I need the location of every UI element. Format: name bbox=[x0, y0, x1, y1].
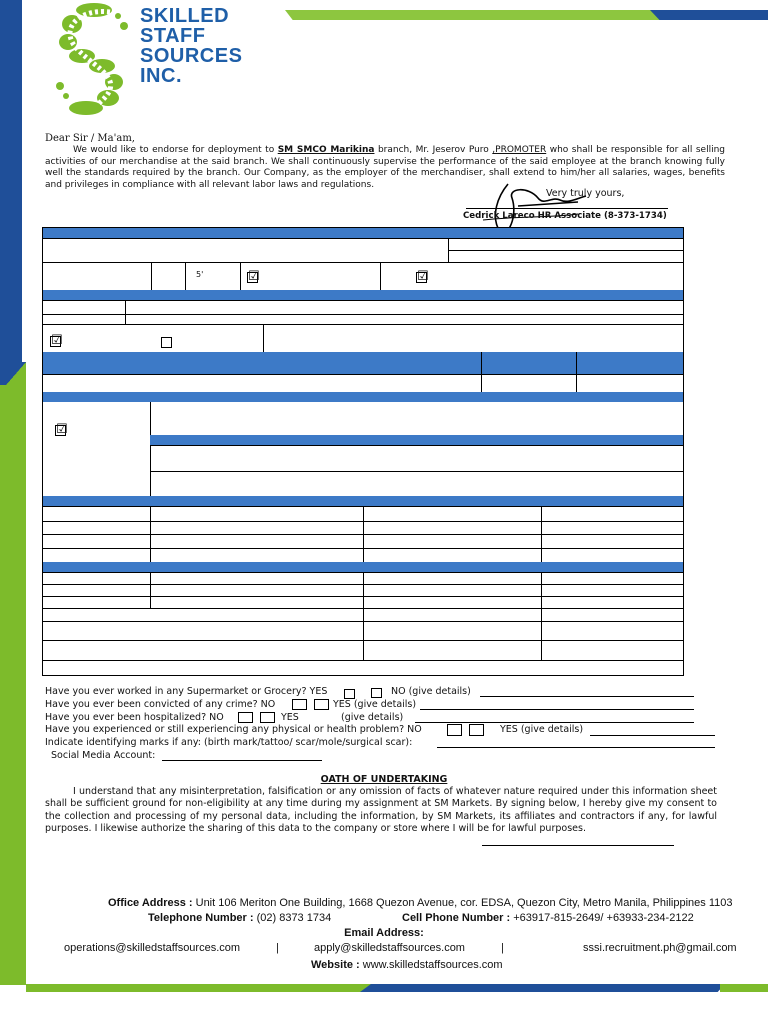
web-value[interactable]: www.skilledstaffsources.com bbox=[359, 959, 503, 971]
logo-wordmark bbox=[140, 6, 242, 86]
office-label: Office Address : bbox=[108, 897, 193, 909]
footer-bar-blue bbox=[360, 984, 725, 992]
email-separator-2: | bbox=[501, 942, 504, 954]
endorsement-paragraph bbox=[45, 145, 725, 191]
closing: Very truly yours, bbox=[546, 188, 625, 199]
telephone bbox=[148, 912, 331, 924]
tel-value: (02) 8373 1734 bbox=[253, 912, 332, 924]
q4-yes-checkbox[interactable] bbox=[469, 724, 484, 736]
email-separator-1: | bbox=[276, 942, 279, 954]
position-name: ,PROMOTER bbox=[492, 145, 547, 155]
q1-yes-checkbox[interactable] bbox=[344, 689, 355, 699]
email-label: Email Address: bbox=[344, 927, 424, 939]
header-bar-blue bbox=[650, 10, 768, 20]
form-checkbox-2[interactable]: ☑ bbox=[417, 269, 429, 284]
q1-details-line[interactable] bbox=[480, 696, 694, 697]
q4-yes-label: YES (give details) bbox=[500, 724, 584, 735]
intro-text: We would like to endorse for deployment to bbox=[73, 145, 278, 155]
email-recruitment[interactable]: sssi.recruitment.ph@gmail.com bbox=[583, 942, 737, 954]
form-checkbox-1[interactable]: ☑ bbox=[248, 269, 260, 284]
q4-no-checkbox[interactable] bbox=[447, 724, 462, 736]
section-bar-7 bbox=[43, 562, 683, 572]
office-address bbox=[108, 897, 732, 909]
q1-no-checkbox[interactable] bbox=[371, 688, 382, 698]
logo-line-1: SKILLED bbox=[140, 5, 230, 27]
logo-line-2: STAFF bbox=[140, 25, 206, 47]
q2-details-line[interactable] bbox=[420, 709, 694, 710]
form-checkbox-4[interactable] bbox=[161, 337, 172, 348]
q3-yes-checkbox[interactable] bbox=[260, 712, 275, 723]
height-value: 5' bbox=[196, 270, 204, 279]
signature-line bbox=[466, 208, 668, 209]
q3-details-line[interactable] bbox=[415, 722, 694, 723]
mid-text: branch, Mr. Jeserov Puro bbox=[374, 145, 493, 155]
footer-bar-green-end bbox=[720, 984, 768, 992]
question-hospitalized: Have you ever been hospitalized? NO bbox=[45, 712, 224, 723]
email-heading bbox=[0, 927, 768, 939]
oath-text: I understand that any misinterpretation, falsification or any omission of facts of whatever nature required under this information sheet shall be sufficient ground for non-eligibility at any time during my assignment at SM Markets. By signing below, I hereby give my consent to the collection and processing of my personal data, including the information, by SM Markets, its affiliates and contractors if any, for lawful purposes. I likewise authorize the sharing of this data to the company or store where I will be for lawful purposes. bbox=[45, 786, 717, 834]
form-checkbox-3[interactable]: ☑ bbox=[51, 333, 63, 348]
email-apply[interactable]: apply@skilledstaffsources.com bbox=[314, 942, 465, 954]
q3-details-label: (give details) bbox=[341, 712, 404, 723]
section-bar-5 bbox=[150, 435, 683, 445]
cell-label: Cell Phone Number : bbox=[402, 912, 511, 924]
side-stripe-blue bbox=[0, 0, 22, 385]
question-health: Have you experienced or still experiencing any physical or health problem? NO bbox=[45, 724, 422, 735]
q3-yes-label: YES bbox=[281, 712, 299, 723]
q2-yes-label: YES (give details) bbox=[333, 699, 417, 710]
section-bar-4 bbox=[43, 392, 683, 402]
q5-details-line[interactable] bbox=[437, 747, 715, 748]
section-bar-2 bbox=[43, 290, 683, 300]
q2-no-checkbox[interactable] bbox=[292, 699, 307, 710]
q2-yes-checkbox[interactable] bbox=[314, 699, 329, 710]
question-social-media: Social Media Account: bbox=[51, 750, 156, 761]
q3-no-checkbox[interactable] bbox=[238, 712, 253, 723]
header-bar-green bbox=[285, 10, 670, 20]
website bbox=[311, 959, 503, 971]
office-value: Unit 106 Meriton One Building, 1668 Quezon Avenue, cor. EDSA, Quezon City, Metro Manila, Philippines 1103 bbox=[192, 897, 733, 909]
email-operations[interactable]: operations@skilledstaffsources.com bbox=[64, 942, 241, 954]
rest-text: who shall be responsible for all selling activities of our merchandise at the said branch. We shall continuously supervise the performance of the said employee at the branch knowing fully well the standards required by the branch. Our Company, as the employer of the merchandiser, shall extend to him/her all salaries, wages, benefits and privileges in compliance with all relevant labor laws and regulations. bbox=[45, 145, 725, 190]
logo-s-icon bbox=[48, 0, 138, 118]
section-bar-1 bbox=[43, 228, 683, 238]
side-stripe-green bbox=[0, 385, 26, 985]
tel-label: Telephone Number : bbox=[148, 912, 254, 924]
salutation: Dear Sir / Ma'am, bbox=[45, 133, 135, 144]
information-sheet-form bbox=[42, 227, 684, 676]
question-supermarket: Have you ever worked in any Supermarket or Grocery? YES bbox=[45, 686, 328, 697]
web-label: Website : bbox=[311, 959, 360, 971]
section-bar-3 bbox=[43, 352, 683, 374]
signatory: Cedrick Lareco HR Associate (8-373-1734) bbox=[463, 211, 667, 221]
oath-signature-line[interactable] bbox=[482, 845, 674, 846]
q6-details-line[interactable] bbox=[162, 760, 322, 761]
question-crime: Have you ever been convicted of any crime? NO bbox=[45, 699, 276, 710]
logo-line-4: INC. bbox=[140, 65, 182, 87]
branch-name: SM SMCO Marikina bbox=[277, 145, 375, 155]
cellphone bbox=[402, 912, 694, 924]
form-checkbox-5[interactable]: ☑ bbox=[56, 422, 68, 437]
oath-title: OATH OF UNDERTAKING bbox=[320, 774, 448, 785]
cell-value: +63917-815-2649/ +63933-234-2122 bbox=[510, 912, 694, 924]
footer-bar-green bbox=[26, 984, 406, 992]
q4-details-line[interactable] bbox=[590, 735, 715, 736]
q1-no-label: NO (give details) bbox=[391, 686, 471, 697]
logo-line-3: SOURCES bbox=[140, 45, 243, 67]
question-identifying-marks: Indicate identifying marks if any: (birth mark/tattoo/ scar/mole/surgical scar): bbox=[45, 737, 413, 748]
section-bar-6 bbox=[43, 496, 683, 506]
